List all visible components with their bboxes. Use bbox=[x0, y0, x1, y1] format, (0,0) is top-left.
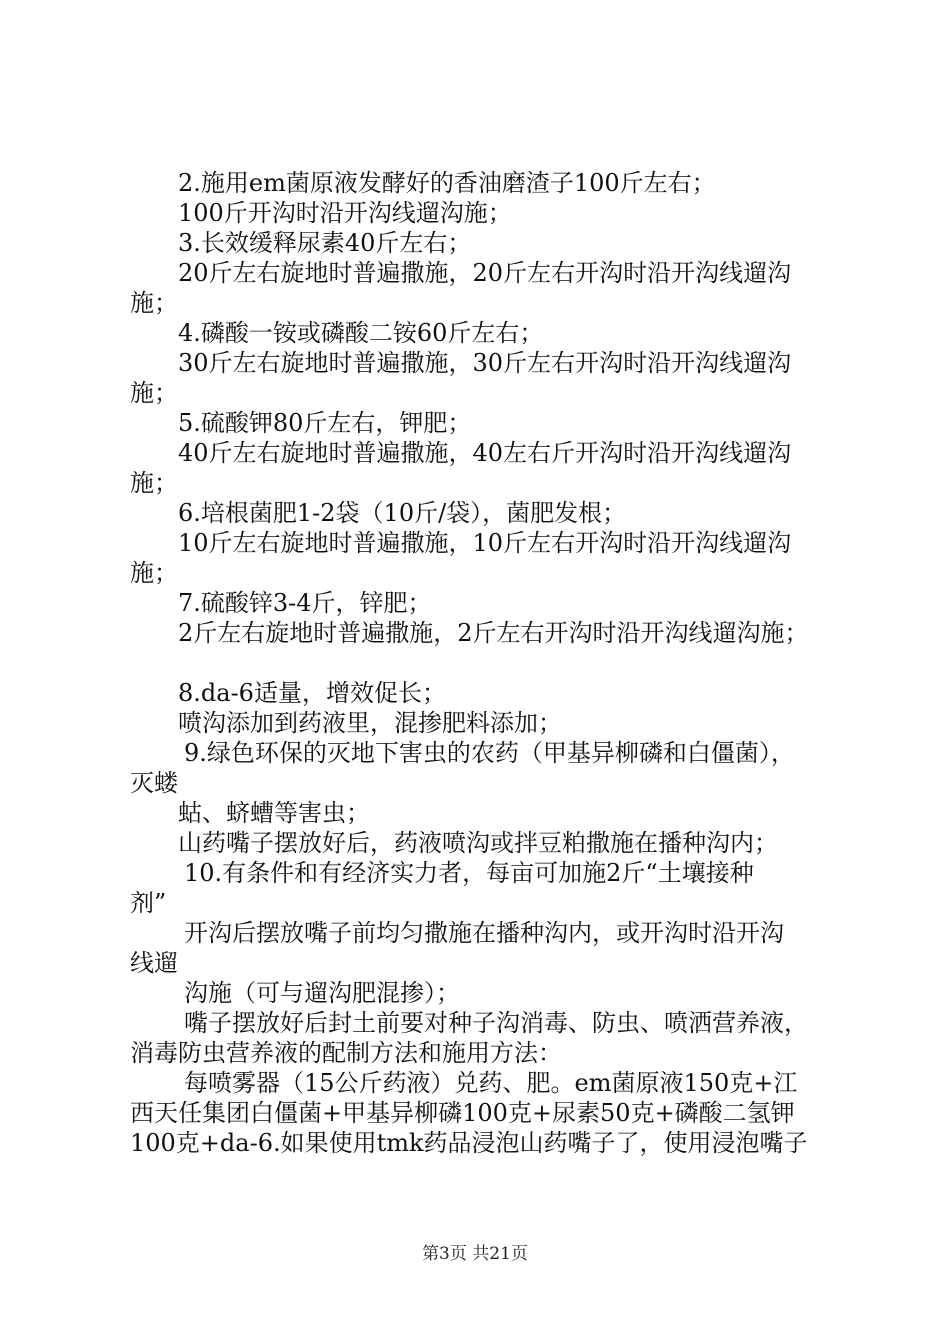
text-line: 西天任集团白僵菌+甲基异柳磷100克+尿素50克+磷酸二氢钾 bbox=[130, 1099, 795, 1127]
text-line: 20斤左右旋地时普遍撒施，20斤左右开沟时沿开沟线遛沟 bbox=[178, 259, 792, 287]
text-line: 2.施用em菌原液发酵好的香油磨渣子100斤左右； bbox=[178, 169, 716, 197]
text-line: 开沟后摆放嘴子前均匀撒施在播种沟内，或开沟时沿开沟 bbox=[184, 919, 784, 947]
text-line: 线遛 bbox=[130, 949, 178, 977]
text-line: 10斤左右旋地时普遍撒施，10斤左右开沟时沿开沟线遛沟 bbox=[178, 529, 792, 557]
text-line: 10.有条件和有经济实力者，每亩可加施2斤“土壤接种 bbox=[184, 859, 754, 887]
text-line: 40斤左右旋地时普遍撒施，40左右斤开沟时沿开沟线遛沟 bbox=[178, 439, 792, 467]
blank-line bbox=[130, 648, 850, 678]
text-line: 5.硫酸钾80斤左右，钾肥； bbox=[178, 409, 472, 437]
text-line: 4.磷酸一铵或磷酸二铵60斤左右； bbox=[178, 319, 544, 347]
text-line: 9.绿色环保的灭地下害虫的农药（甲基异柳磷和白僵菌）， bbox=[184, 739, 795, 767]
text-line: 100斤开沟时沿开沟线遛沟施； bbox=[178, 199, 512, 227]
text-line: 每喷雾器（15公斤药液）兑药、肥。em菌原液150克+江 bbox=[184, 1069, 798, 1097]
text-line: 嘴子摆放好后封土前要对种子沟消毒、防虫、喷洒营养液， bbox=[184, 1009, 808, 1037]
text-line: 30斤左右旋地时普遍撒施，30斤左右开沟时沿开沟线遛沟 bbox=[178, 349, 792, 377]
text-line: 施； bbox=[130, 469, 178, 497]
text-line: 喷沟添加到药液里，混掺肥料添加； bbox=[178, 709, 562, 737]
text-line: 消毒防虫营养液的配制方法和施用方法： bbox=[130, 1039, 562, 1067]
text-line: 沟施（可与遛沟肥混掺）； bbox=[184, 979, 460, 1007]
text-line: 剂” bbox=[130, 889, 167, 917]
text-line: 施； bbox=[130, 559, 178, 587]
text-line: 8.da-6适量，增效促长； bbox=[178, 679, 446, 707]
text-line: 施； bbox=[130, 289, 178, 317]
body-text bbox=[130, 168, 850, 1158]
text-line: 蛄、蛴螬等害虫； bbox=[178, 799, 370, 827]
text-line: 100克+da-6.如果使用tmk药品浸泡山药嘴子了，使用浸泡嘴子 bbox=[130, 1129, 808, 1157]
page-footer: 第3页 共21页 bbox=[422, 1244, 528, 1264]
text-line: 施； bbox=[130, 379, 178, 407]
text-line: 6.培根菌肥1-2袋（10斤/袋），菌肥发根； bbox=[178, 499, 627, 527]
text-line: 灭蝼 bbox=[130, 769, 178, 797]
text-line: 2斤左右旋地时普遍撒施，2斤左右开沟时沿开沟线遛沟施； bbox=[178, 619, 809, 647]
text-line: 7.硫酸锌3-4斤，锌肥； bbox=[178, 589, 432, 617]
text-line: 山药嘴子摆放好后，药液喷沟或拌豆粕撒施在播种沟内； bbox=[178, 829, 778, 857]
text-line: 3.长效缓释尿素40斤左右； bbox=[178, 229, 472, 257]
